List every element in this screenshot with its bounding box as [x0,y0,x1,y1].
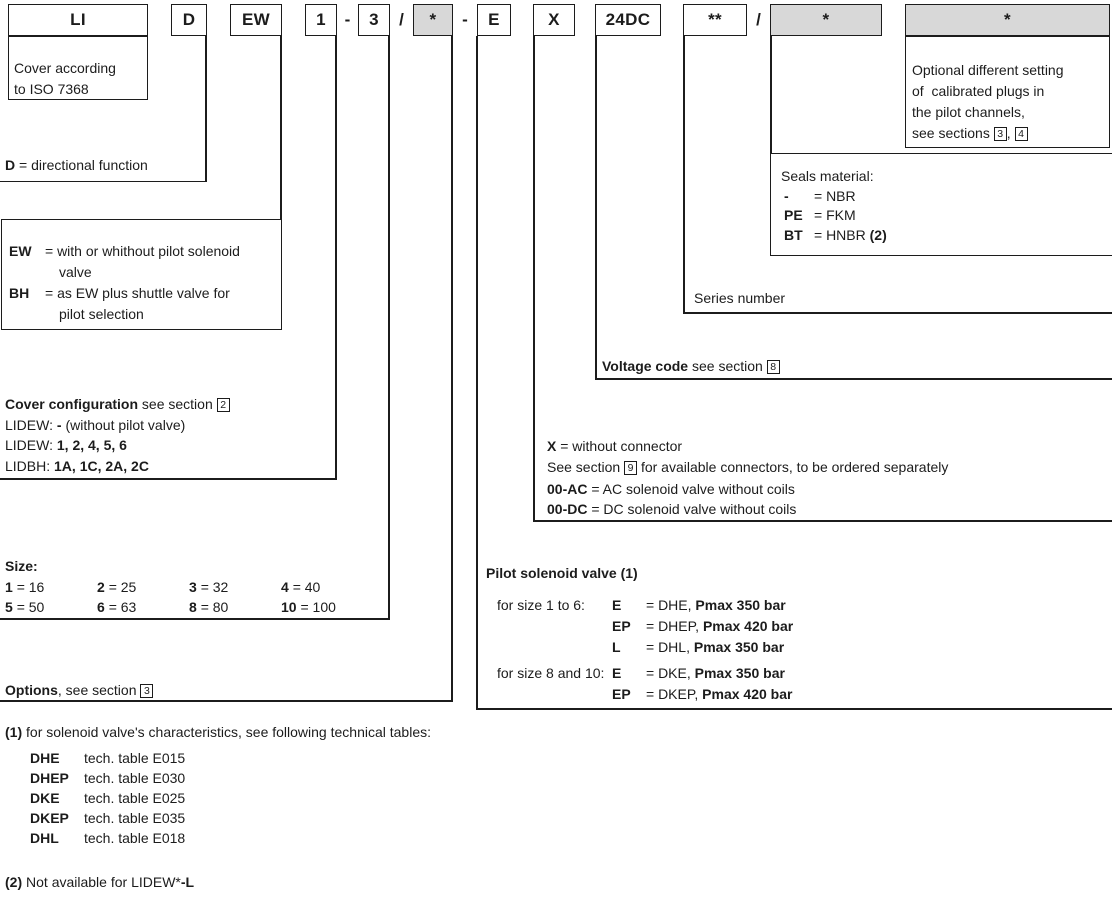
code-box-config: 1 [305,4,337,36]
code-box-size: 3 [358,4,390,36]
plugs-comma: , [1006,125,1011,141]
connector-voltage-hline [595,378,1112,380]
connector-series-vline [683,36,685,313]
size-value: = 63 [108,599,137,615]
code-separator-slash: / [399,10,404,29]
connector-row-see [547,457,948,478]
connector-options-vline [451,36,453,701]
code-box-plugs: * [905,4,1110,36]
pilot-pmax: Pmax 350 bar [694,665,785,681]
pilot-pmax: Pmax 420 bar [702,686,793,702]
size-key: 8 [189,599,197,615]
valve-code: DHEP [30,770,69,786]
seals-value: = HNBR [814,226,866,243]
pilot-valve-name: = DHE, [646,597,692,613]
code-separator-dash: - [344,10,351,29]
connector-connector-hline [533,520,1112,522]
valve-code: DHE [30,750,60,766]
connector-voltage-vline [595,36,597,379]
series-number-label: Series number [694,290,786,306]
size-cell [189,577,281,598]
connector-config-vline [335,36,337,479]
ewbh-bh-line2: pilot selection [59,306,144,322]
iso-cover-line1: Cover according [14,60,116,76]
cover-row1-prefix: LIDEW: [5,416,53,433]
size-heading: Size: [5,558,38,574]
size-value: = 100 [300,599,336,615]
size-cell [97,577,189,598]
cover-row1-values: - [56,416,62,433]
connector-code-00ac: 00-AC [547,481,588,497]
ewbh-label [9,241,279,325]
section-badge-9: 9 [624,461,637,475]
ewbh-ew-line2: valve [59,264,92,280]
section-badge-8: 8 [767,360,780,374]
size-cell [5,577,97,598]
options-heading: Options [5,682,58,698]
cover-row1-rest: (without pilot valve) [65,416,186,433]
size-cell [5,597,97,618]
tech-table-ref: tech. table E025 [84,790,186,806]
size-value: = 40 [292,578,321,595]
options-section [5,680,153,701]
footnote-2-bold-suffix: -L [180,874,195,890]
ewbh-code-ew: EW [9,243,32,259]
section-badge-3: 3 [140,684,153,698]
seals-footnote-ref: (2) [869,226,887,243]
seals-heading: Seals material: [781,168,874,184]
connector-code-x: X [547,438,557,454]
ewbh-text-bh [45,283,230,325]
connector-connector-vline [533,36,535,521]
connector-code-00dc: 00-DC [547,501,588,517]
code-box-li: LI [8,4,148,36]
options-rest: , see section [57,682,137,698]
footnote-2-marker: (2) [5,874,23,890]
pilot-code: E [612,665,622,681]
cover-configuration-see: see section [141,396,213,412]
code-separator-dash2: - [462,10,468,29]
connector-d-vline [205,36,207,182]
footnote-table-row [30,768,185,788]
pilot-pmax: Pmax 420 bar [702,618,794,634]
directional-text: = directional function [19,157,148,173]
plugs-see-sections: see sections [912,125,990,141]
footnote-table-row [30,808,185,828]
footnote-table-row [30,788,185,808]
footnote-table-row [30,748,185,768]
cover-row-3 [5,456,230,477]
size-row-2 [5,597,373,618]
connector-config-hline [0,478,337,480]
connector-row-x [547,436,682,457]
size-key: 5 [5,599,13,615]
size-section [5,556,373,618]
code-box-series: ** [683,4,747,36]
seals-value: = NBR [814,187,856,204]
valve-code: DKEP [30,810,69,826]
cover-row3-values: 1A, 1C, 2A, 2C [54,457,149,474]
pilot-pmax: Pmax 350 bar [693,639,785,655]
valve-code: DHL [30,830,59,846]
size-value: = 80 [200,599,229,615]
cover-configuration-heading [5,394,230,415]
connector-text-00ac: = AC solenoid valve without coils [591,481,795,497]
code-box-pilot-valve: E [477,4,511,36]
voltage-code-heading: Voltage code [602,358,689,374]
seals-value: = FKM [814,207,856,223]
size-cell [281,597,373,618]
code-box-connector: X [533,4,575,36]
pilot-valve-name: = DKEP, [646,686,699,702]
cover-configuration-section [5,394,230,476]
iso-cover-line2: to ISO 7368 [14,80,89,97]
seals-row-nbr [781,187,887,207]
connector-row-00dc [547,499,796,520]
seals-material-section [781,167,887,245]
pilot-valve-name: = DHL, [646,639,690,655]
connector-ew-vline [280,36,282,220]
plugs-line1: Optional different setting [912,62,1064,78]
directional-function-label [5,155,148,176]
tech-table-ref: tech. table E018 [84,830,186,846]
code-box-options: * [413,4,453,36]
size-value: = 25 [108,578,137,595]
pilot-group2-label: for size 8 and 10: [497,665,605,681]
pilot-valve-name: = DHEP, [646,618,700,634]
tech-table-ref: tech. table E035 [84,810,186,826]
size-key: 10 [281,599,297,615]
pilot-row-4 [497,663,785,684]
optional-plugs-section [912,60,1064,144]
cover-row-1 [5,415,230,436]
size-key: 4 [281,578,289,595]
pilot-row-1 [497,595,786,616]
pilot-group1-label: for size 1 to 6: [497,597,585,613]
connector-text-x: = without connector [560,438,683,454]
connector-see-post: for available connectors, to be ordered separately [640,459,949,475]
footnote-1-text: for solenoid valve's characteristics, see following technical tables: [26,724,431,740]
size-cell [189,597,281,618]
pilot-row-3 [497,637,784,658]
seals-row-hnbr [781,226,887,246]
footnote-2 [5,872,194,893]
pilot-row-2 [497,616,793,637]
pilot-valve-heading: Pilot solenoid valve (1) [486,565,638,581]
tech-table-ref: tech. table E015 [84,750,186,766]
iso-cover-label [14,58,116,99]
connector-series-hline [683,312,1112,314]
size-value: = 50 [16,599,45,615]
plugs-line3: the pilot channels, [912,104,1025,120]
size-key: 6 [97,599,105,615]
voltage-code-see: see section [691,358,763,374]
plugs-line2: of calibrated plugs in [912,83,1045,99]
pilot-valve-name: = DKE, [646,665,691,681]
footnote-table-row [30,828,185,848]
seals-code: PE [784,207,803,223]
section-badge-4: 4 [1015,127,1028,141]
cover-row3-prefix: LIDBH: [5,457,51,474]
section-badge-3b: 3 [994,127,1007,141]
section-badge-2: 2 [217,398,230,412]
size-value: = 32 [200,578,229,595]
connector-size-hline [0,618,390,620]
tech-table-ref: tech. table E030 [84,770,186,786]
pilot-code: EP [612,686,631,702]
plugs-line4 [912,123,1064,144]
cover-row2-prefix: LIDEW: [5,437,53,453]
ewbh-text-ew [45,241,240,283]
size-value: = 16 [16,578,45,595]
code-separator-slash2: / [756,10,761,29]
size-cell [281,577,373,598]
seals-code: - [784,187,789,204]
code-box-ew: EW [230,4,282,36]
pilot-pmax: Pmax 350 bar [695,597,786,613]
footnote-table [30,748,185,848]
footnote-1-marker: (1) [5,724,23,740]
seals-row-fkm [781,206,887,226]
voltage-code-section [602,356,780,377]
footnote-1 [5,722,431,743]
connector-row-00ac [547,479,795,500]
pilot-code: E [612,597,622,613]
connector-pilot-vline [476,36,478,709]
connector-seals-vline [770,36,772,154]
footnote-2-text: Not available for LIDEW* [26,874,181,890]
size-key: 2 [97,578,105,595]
cover-configuration-title: Cover configuration [5,396,139,412]
size-row-1 [5,577,373,598]
size-cell [97,597,189,618]
pilot-row-5 [497,684,792,705]
directional-code: D [5,157,16,173]
size-key: 1 [5,578,13,595]
connector-text-00dc: = DC solenoid valve without coils [591,501,797,517]
code-box-d: D [171,4,207,36]
cover-row2-values: 1, 2, 4, 5, 6 [56,437,127,453]
connector-d-hline [0,181,207,183]
ewbh-row-bh [9,283,279,325]
size-key: 3 [189,578,197,595]
ewbh-code-bh: BH [9,285,30,301]
code-box-seals: * [770,4,882,36]
ewbh-bh-line1: = as EW plus shuttle valve for [45,285,230,301]
ewbh-ew-line1: = with or whithout pilot solenoid [45,243,240,259]
pilot-code: L [612,639,621,655]
seals-code: BT [784,226,803,243]
valve-code: DKE [30,790,60,806]
connector-size-vline [388,36,390,619]
connector-pilot-hline [476,708,1112,710]
ewbh-row-ew [9,241,279,283]
cover-row-2 [5,435,230,456]
pilot-code: EP [612,618,631,634]
code-box-voltage: 24DC [595,4,661,36]
connector-see-pre: See section [547,459,621,475]
